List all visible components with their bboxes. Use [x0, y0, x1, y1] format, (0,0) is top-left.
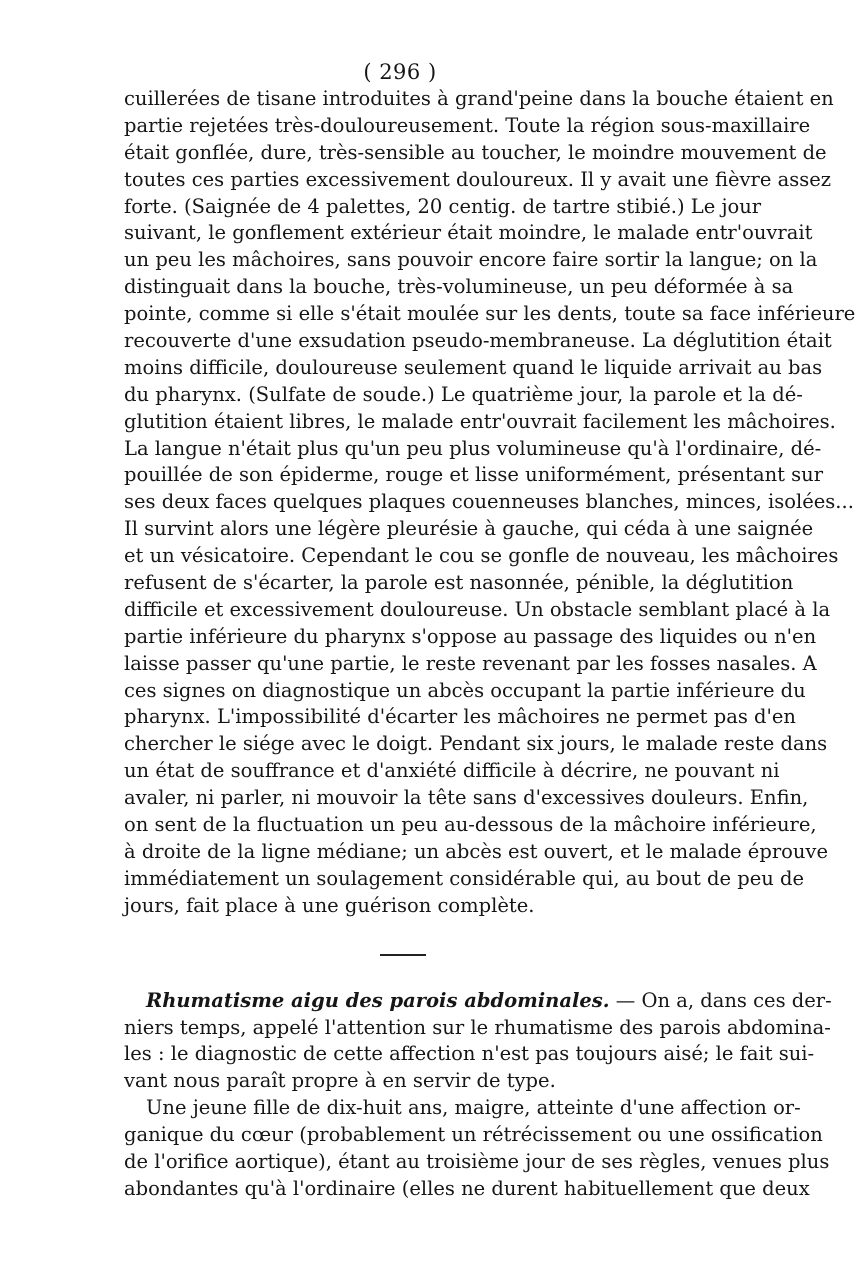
body-text	[124, 86, 855, 1203]
text-line: à droite de la ligne médiane; un abcès est ouvert, et le malade éprouve	[124, 839, 828, 863]
text-line: de l'orifice aortique), étant au troisième jour de ses règles, venues plus	[124, 1149, 830, 1173]
text-line: avaler, ni parler, ni mouvoir la tête sans d'excessives douleurs. Enfin,	[124, 786, 809, 810]
text-line: refusent de s'écarter, la parole est nasonnée, pénible, la déglutition	[124, 571, 794, 595]
text-line: forte. (Saignée de 4 palettes, 20 centig. de tartre stibié.) Le jour	[124, 194, 762, 218]
section-first-line	[124, 988, 832, 1015]
text-line: on sent de la fluctuation un peu au-dessous de la mâchoire inférieure,	[124, 813, 817, 837]
text-line: immédiatement un soulagement considérable qui, au bout de peu de	[124, 866, 805, 890]
paragraph-case-report	[124, 86, 855, 920]
text-line: était gonflée, dure, très-sensible au toucher, le moindre mouvement de	[124, 140, 827, 164]
section-heading: Rhumatisme aigu des parois abdominales.	[146, 988, 610, 1012]
text-line: ganique du cœur (probablement un rétrécissement ou une ossification	[124, 1123, 823, 1147]
text-line: pouillée de son épiderme, rouge et lisse uniformément, présentant sur	[124, 463, 824, 487]
text-line: Une jeune fille de dix-huit ans, maigre, atteinte d'une affection or-	[146, 1096, 801, 1120]
section-heading-rest: — On a, dans ces der-	[609, 988, 832, 1012]
text-line: pointe, comme si elle s'était moulée sur les dents, toute sa face inférieure	[124, 302, 855, 326]
text-line: cuillerées de tisane introduites à grand'peine dans la bouche étaient en	[124, 87, 834, 110]
text-line: niers temps, appelé l'attention sur le rhumatisme des parois abdomina-	[124, 1015, 831, 1039]
paragraph-jeune-fille	[124, 1095, 830, 1203]
text-line: recouverte d'une exsudation pseudo-membraneuse. La déglutition était	[124, 329, 832, 353]
text-line: ces signes on diagnostique un abcès occupant la partie inférieure du	[124, 678, 806, 702]
text-line: du pharynx. (Sulfate de soude.) Le quatrième jour, la parole et la dé-	[124, 382, 803, 406]
text-line: un état de souffrance et d'anxiété difficile à décrire, ne pouvant ni	[124, 759, 780, 783]
text-line: distinguait dans la bouche, très-volumineuse, un peu déformée à sa	[124, 275, 794, 299]
text-line: glutition étaient libres, le malade entr'ouvrait facilement les mâchoires.	[124, 409, 836, 433]
text-line: ses deux faces quelques plaques couenneuses blanches, minces, isolées...	[124, 490, 854, 514]
text-line: suivant, le gonflement extérieur était moindre, le malade entr'ouvrait	[124, 221, 813, 245]
text-line: partie inférieure du pharynx s'oppose au passage des liquides ou n'en	[124, 624, 817, 648]
text-line: laisse passer qu'une partie, le reste revenant par les fosses nasales. A	[124, 651, 817, 675]
section-lines	[124, 1015, 831, 1096]
text-line: abondantes qu'à l'ordinaire (elles ne durent habituellement que deux	[124, 1176, 810, 1200]
text-line: les : le diagnostic de cette affection n'est pas toujours aisé; le fait sui-	[124, 1042, 815, 1066]
text-line: chercher le siége avec le doigt. Pendant six jours, le malade reste dans	[124, 732, 828, 756]
text-line: toutes ces parties excessivement douloureux. Il y avait une fièvre assez	[124, 167, 832, 191]
text-line: et un vésicatoire. Cependant le cou se gonfle de nouveau, les mâchoires	[124, 544, 839, 568]
section-divider	[124, 944, 680, 974]
text-line: un peu les mâchoires, sans pouvoir encore faire sortir la langue; on la	[124, 248, 818, 272]
text-line: Il survint alors une légère pleurésie à gauche, qui céda à une saignée	[124, 517, 814, 541]
text-line: partie rejetées très-douloureusement. Toute la région sous-maxillaire	[124, 113, 811, 137]
text-line: difficile et excessivement douloureuse. Un obstacle semblant placé à la	[124, 597, 831, 621]
divider-rule	[380, 954, 426, 956]
text-line: La langue n'était plus qu'un peu plus volumineuse qu'à l'ordinaire, dé-	[124, 436, 822, 460]
page-number: ( 296 )	[363, 60, 437, 84]
text-line: jours, fait place à une guérison complète.	[124, 893, 535, 917]
text-line: vant nous paraît propre à en servir de type.	[124, 1069, 556, 1093]
section-rhumatisme	[124, 988, 832, 1096]
text-line: moins difficile, douloureuse seulement quand le liquide arrivait au bas	[124, 355, 823, 379]
text-line: pharynx. L'impossibilité d'écarter les mâchoires ne permet pas d'en	[124, 705, 796, 729]
